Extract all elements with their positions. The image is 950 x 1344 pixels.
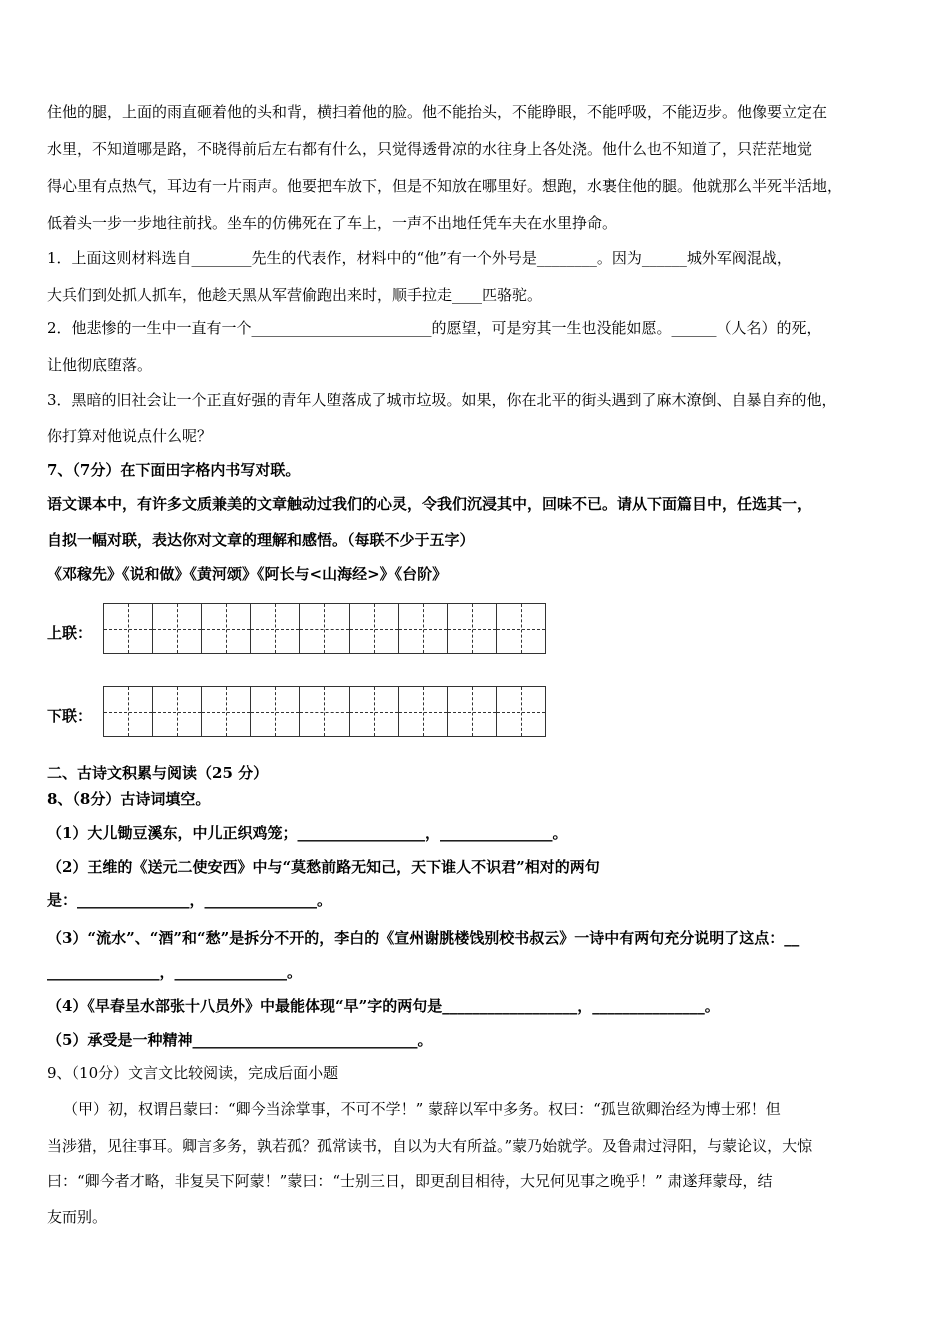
grid-cell[interactable] <box>497 687 545 736</box>
grid-cell[interactable] <box>350 687 399 736</box>
grid-cell[interactable] <box>300 687 349 736</box>
q8-title: 8、（8分）古诗词填空。 <box>47 790 211 808</box>
grid-cell[interactable] <box>202 604 251 653</box>
q9-passage-line: 当涉猎，见往事耳。卿言多务，孰若孤？孤常读书，自以为大有所益。”蒙乃始就学。及鲁肃过浔阳，与蒙论议，大惊 <box>47 1137 813 1155</box>
q7-article-titles: 《邓稼先》《说和做》《黄河颂》《阿长与<山海经>》《台阶》 <box>47 565 448 583</box>
grid-cell[interactable] <box>153 604 202 653</box>
question-2-cont: 让他彻底堕落。 <box>47 356 153 374</box>
grid-cell[interactable] <box>448 687 497 736</box>
passage-line: 水里，不知道哪是路，不晓得前后左右都有什么，只觉得透骨凉的水往身上各处浇。他什么也不知道了，只茫茫地觉 <box>47 140 813 158</box>
passage-line: 得心里有点热气，耳边有一片雨声。他要把车放下，但是不知放在哪里好。想跑，水裹住他的腿。他就那么半死半活地， <box>47 177 843 195</box>
q8-item-2: （2）王维的《送元二使安西》中与“莫愁前路无知己，天下谁人不识君”相对的两句 <box>47 858 600 876</box>
grid-cell[interactable] <box>399 604 448 653</box>
upper-couplet-grid[interactable] <box>103 603 546 654</box>
q8-item-3-cont: _______________，_______________。 <box>47 963 303 981</box>
upper-couplet-label: 上联： <box>47 624 93 642</box>
grid-cell[interactable] <box>153 687 202 736</box>
question-3-cont: 你打算对他说点什么呢？ <box>47 427 213 445</box>
question-1: 1．上面这则材料选自________先生的代表作，材料中的“他”有一个外号是________。因为______城外军阀混战， <box>47 249 792 267</box>
q9-title: 9、（10分）文言文比较阅读，完成后面小题 <box>47 1064 339 1082</box>
q9-passage-line: 曰：“卿今者才略，非复吴下阿蒙！”蒙曰：“士别三日，即更刮目相待，大兄何见事之晚乎！” 肃遂拜蒙母，结 <box>47 1172 773 1190</box>
grid-cell[interactable] <box>350 604 399 653</box>
grid-cell[interactable] <box>104 604 153 653</box>
q7-instruction: 语文课本中，有许多文质兼美的文章触动过我们的心灵，令我们沉浸其中，回味不已。请从下面篇目中，任选其一， <box>47 495 813 513</box>
question-1-cont: 大兵们到处抓人抓车，他趁天黑从军营偷跑出来时，顺手拉走____匹骆驼。 <box>47 286 543 304</box>
question-2: 2．他悲惨的一生中一直有一个________________________的愿望，可是穷其一生也没能如愿。______（人名）的死， <box>47 319 822 337</box>
grid-cell[interactable] <box>202 687 251 736</box>
q9-passage-line: 友而别。 <box>47 1208 108 1226</box>
q8-item-2-cont: 是：_______________，_______________。 <box>47 891 333 909</box>
section-2-heading: 二、古诗文积累与阅读（25 分） <box>47 764 269 782</box>
q7-instruction-cont: 自拟一幅对联，表达你对文章的理解和感悟。（每联不少于五字） <box>47 531 475 549</box>
grid-cell[interactable] <box>448 604 497 653</box>
passage-line: 低着头一步一步地往前找。坐车的仿佛死在了车上，一声不出地任凭车夫在水里挣命。 <box>47 214 618 232</box>
lower-couplet-label: 下联： <box>47 707 93 725</box>
question-3: 3．黑暗的旧社会让一个正直好强的青年人堕落成了城市垃圾。如果，你在北平的街头遇到了麻木潦倒、自暴自弃的他， <box>47 391 837 409</box>
q7-title: 7、（7分）在下面田字格内书写对联。 <box>47 461 301 479</box>
lower-couplet-grid[interactable] <box>103 686 546 737</box>
q8-item-3: （3）“流水”、“酒”和“愁”是拆分不开的，李白的《宣州谢朓楼饯别校书叔云》一诗中有两句充分说明了这点：__ <box>47 929 800 947</box>
grid-cell[interactable] <box>399 687 448 736</box>
grid-cell[interactable] <box>497 604 545 653</box>
q8-item-1: （1）大儿锄豆溪东，中儿正织鸡笼；_________________，_______________。 <box>47 824 568 842</box>
grid-cell[interactable] <box>104 687 153 736</box>
q8-item-5: （5）承受是一种精神______________________________。 <box>47 1031 433 1049</box>
q8-item-4: （4）《早春呈水部张十八员外》中最能体现“早”字的两句是__________________，_______________。 <box>47 997 720 1015</box>
grid-cell[interactable] <box>251 687 300 736</box>
grid-cell[interactable] <box>300 604 349 653</box>
q9-passage-line: （甲）初，权谓吕蒙曰：“卿今当涂掌事，不可不学！” 蒙辞以军中多务。权曰：“孤岂欲卿治经为博士邪！但 <box>63 1100 781 1118</box>
passage-line: 住他的腿，上面的雨直砸着他的头和背，横扫着他的脸。他不能抬头，不能睁眼，不能呼吸，不能迈步。他像要立定在 <box>47 103 828 121</box>
grid-cell[interactable] <box>251 604 300 653</box>
